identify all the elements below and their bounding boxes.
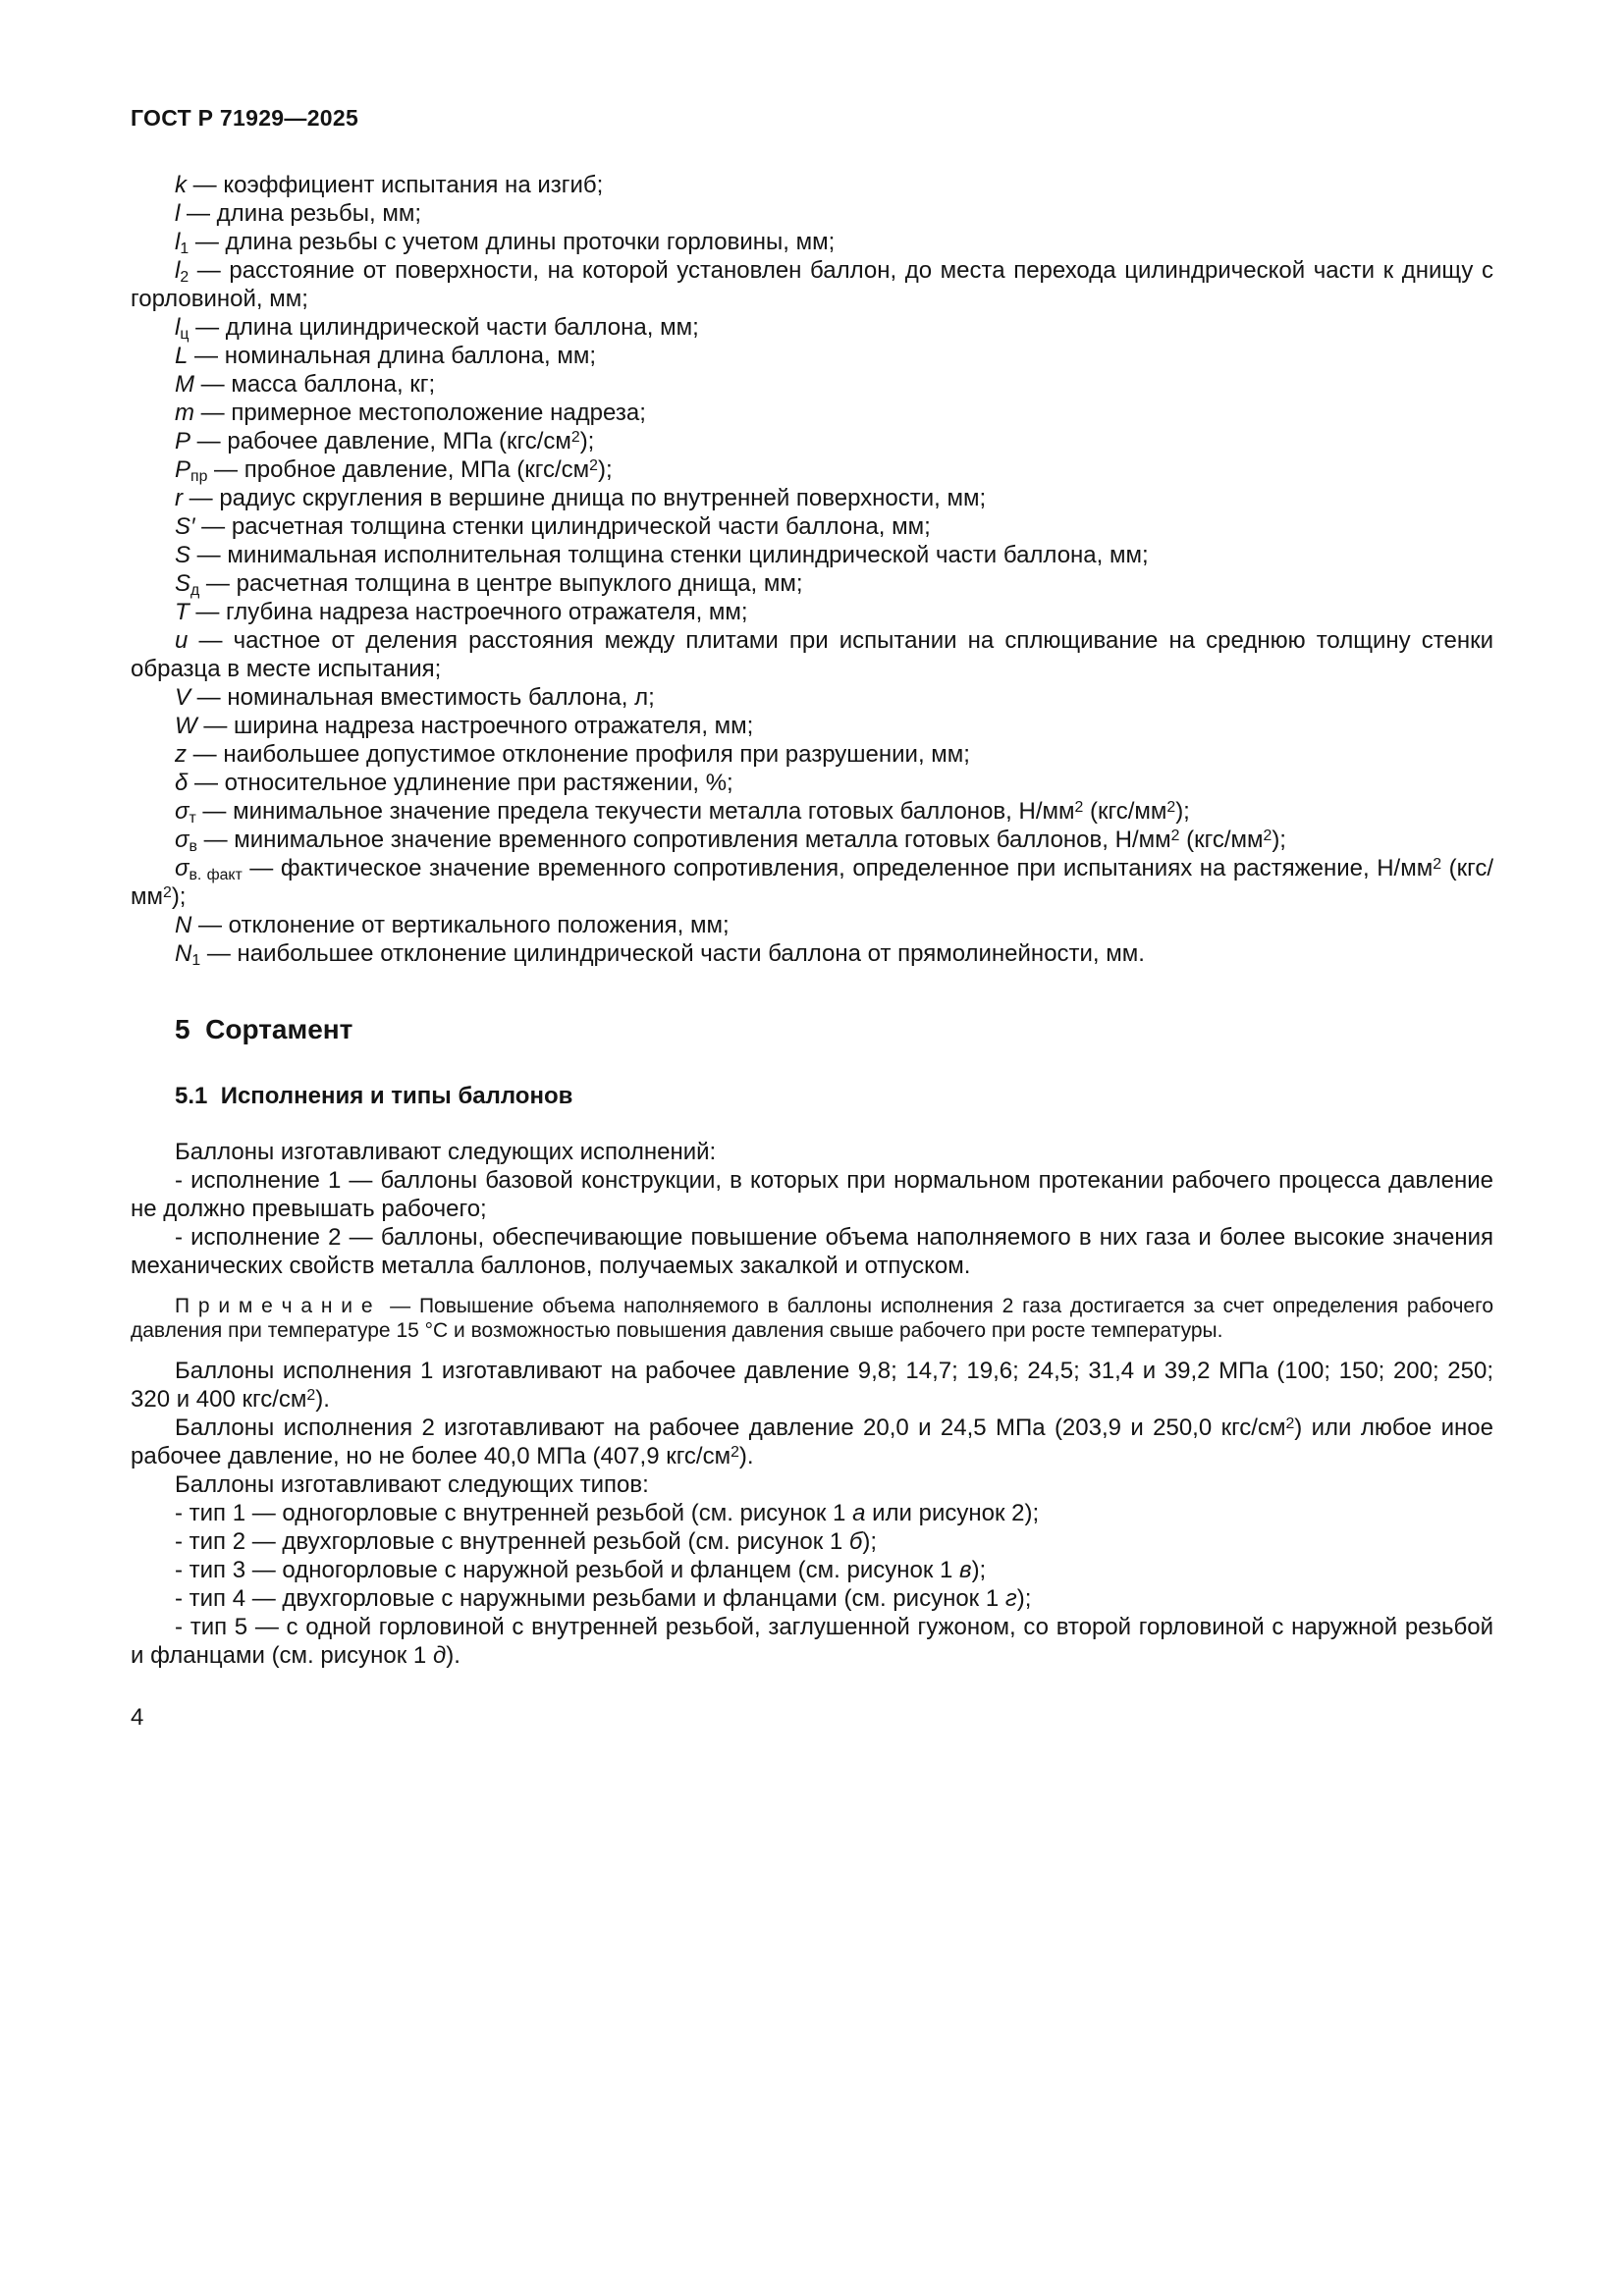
text-run: — отклонение от вертикального положения, мм; [191, 912, 730, 938]
subscript: ц [180, 326, 189, 344]
text-run: — рабочее давление, МПа (кгс/см [190, 428, 571, 454]
symbol-italic: l [175, 229, 181, 255]
text-run: — расчетная толщина стенки цилиндрической части баллона, мм; [194, 513, 931, 540]
text-run: П р и м е ч а н и е — Повышение объема наполняемого в баллоны исполнения 2 газа достигается за счет определения рабочего давления при температуре 15 °С и возможностью повышения давления свыше рабочего при росте температуры. [131, 1295, 1493, 1342]
text-run: - тип 1 — одногорловые с внутренней резьбой (см. рисунок 1 [175, 1500, 853, 1526]
symbol-italic: L [175, 343, 189, 369]
body-paragraph [131, 1357, 1493, 1414]
text-run: - тип 4 — двухгорловые с наружными резьбами и фланцами (см. рисунок 1 [175, 1585, 1005, 1612]
symbol-italic: σ [175, 798, 189, 825]
definition-item [131, 626, 1493, 683]
definition-item [131, 541, 1493, 569]
symbol-italic: S [175, 542, 191, 568]
text-run: ). [315, 1386, 330, 1413]
definition-item [131, 370, 1493, 399]
superscript: 2 [163, 884, 172, 902]
definition-item [131, 939, 1493, 968]
subscript: в [189, 838, 197, 856]
symbol-italic: δ [175, 770, 189, 796]
text-run: Баллоны исполнения 2 изготавливают на рабочее давление 20,0 и 24,5 МПа (203,9 и 250,0 кгс/см [175, 1415, 1286, 1441]
symbol-italic: z [175, 741, 187, 768]
body-paragraph [131, 1414, 1493, 1470]
definition-item [131, 826, 1493, 854]
symbol-italic: S [175, 570, 191, 597]
text-run: — номинальная вместимость баллона, л; [190, 684, 655, 711]
text-run: — минимальное значение предела текучести металла готовых баллонов, Н/мм [195, 798, 1075, 825]
text-run: ); [1016, 1585, 1032, 1612]
symbol-italic: N [175, 940, 192, 967]
text-run: — относительное удлинение при растяжении, %; [188, 770, 733, 796]
text-run: - тип 3 — одногорловые с наружной резьбой и фланцем (см. рисунок 1 [175, 1557, 960, 1583]
definition-item [131, 313, 1493, 342]
text-run: - тип 2 — двухгорловые с внутренней резьбой (см. рисунок 1 [175, 1528, 849, 1555]
subscript: 2 [180, 269, 189, 287]
text-run: ); [171, 883, 187, 910]
text-run: Баллоны изготавливают следующих типов: [175, 1471, 649, 1498]
text-run: (кгс/мм [1179, 827, 1264, 853]
text-run: Баллоны изготавливают следующих исполнений: [175, 1139, 717, 1165]
superscript: 2 [1166, 799, 1176, 817]
definition-item [131, 256, 1493, 313]
symbol-italic: u [175, 627, 189, 654]
text-run: — минимальная исполнительная толщина стенки цилиндрической части баллона, мм; [190, 542, 1149, 568]
definition-item [131, 769, 1493, 797]
text-run: — масса баллона, кг; [194, 371, 436, 398]
subscript: д [190, 582, 200, 600]
text-run: — длина резьбы, мм; [180, 200, 422, 227]
symbol-italic: N [175, 912, 192, 938]
subscript: 1 [180, 240, 189, 258]
body-paragraph [131, 1556, 1493, 1584]
text-run: - исполнение 1 — баллоны базовой конструкции, в которых при нормальном протекании рабочего процесса давление не должно превышать рабочего; [131, 1167, 1493, 1222]
definition-item [131, 598, 1493, 626]
text-run: — расстояние от поверхности, на которой установлен баллон, до места перехода цилиндрической части к днищу с горловиной, мм; [131, 257, 1493, 312]
text-run: ). [738, 1443, 754, 1469]
definition-item [131, 455, 1493, 484]
text-run: — частное от деления расстояния между плитами при испытании на сплющивание на среднюю толщину стенки образца в месте испытания; [131, 627, 1493, 682]
subscript: 1 [191, 952, 201, 970]
text-run: — примерное местоположение надреза; [194, 400, 646, 426]
text-run: ) или любое иное рабочее давление, но не более 40,0 МПа (407,9 кгс/см [131, 1415, 1493, 1469]
note-paragraph [131, 1294, 1493, 1343]
text-run: ); [579, 428, 595, 454]
symbol-italic: V [175, 684, 191, 711]
section-5-heading: 5 Сортамент [175, 1014, 353, 1044]
text-run: - тип 5 — с одной горловиной с внутренней резьбой, заглушенной гужоном, со второй горловиной с наружной резьбой и фланцами (см. рисунок 1 [131, 1614, 1493, 1669]
body-paragraph [131, 1138, 1493, 1166]
body-paragraph [131, 1584, 1493, 1613]
symbol-italic: г [1004, 1585, 1017, 1612]
text-run: — минимальное значение временного сопротивления металла готовых баллонов, Н/мм [196, 827, 1171, 853]
symbol-italic: P [175, 456, 191, 483]
symbols-definitions-list [131, 171, 1493, 968]
definition-item [131, 427, 1493, 455]
definition-item [131, 199, 1493, 228]
text-run: - исполнение 2 — баллоны, обеспечивающие повышение объема наполняемого в них газа и более высокие значения механических свойств металла баллонов, получаемых закалкой и отпуском. [131, 1224, 1493, 1279]
superscript: 2 [570, 429, 580, 447]
subscript: в. факт [189, 867, 243, 884]
text-run: ). [446, 1642, 460, 1669]
superscript: 2 [731, 1444, 739, 1462]
symbol-italic: m [175, 400, 194, 426]
text-run: — пробное давление, МПа (кгс/см [207, 456, 590, 483]
symbol-italic: T [175, 599, 189, 625]
superscript: 2 [1433, 856, 1442, 874]
subscript: т [189, 810, 196, 828]
text-run: ); [1272, 827, 1286, 853]
text-run: — длина резьбы с учетом длины проточки горловины, мм; [189, 229, 836, 255]
definition-item [131, 712, 1493, 740]
text-run: — коэффициент испытания на изгиб; [187, 172, 604, 198]
text-run: или рисунок 2); [865, 1500, 1040, 1526]
symbol-italic: r [175, 485, 183, 511]
definition-item [131, 171, 1493, 199]
text-run: — радиус скругления в вершине днища по внутренней поверхности, мм; [183, 485, 987, 511]
definition-item [131, 399, 1493, 427]
page-number: 4 [131, 1704, 144, 1731]
definition-item [131, 911, 1493, 939]
superscript: 2 [1074, 799, 1084, 817]
symbol-italic: P [175, 428, 191, 454]
superscript: 2 [306, 1387, 316, 1405]
symbol-italic: M [175, 371, 194, 398]
symbol-italic: l [175, 200, 181, 227]
text-run: ); [597, 456, 613, 483]
definition-item [131, 484, 1493, 512]
section-5-1-heading: 5.1 Исполнения и типы баллонов [175, 1083, 573, 1109]
body-paragraph [131, 1613, 1493, 1670]
text-run: — длина цилиндрической части баллона, мм; [189, 314, 699, 341]
superscript: 2 [589, 457, 598, 475]
symbol-italic: W [175, 713, 197, 739]
text-run: — ширина надреза настроечного отражателя, мм; [196, 713, 754, 739]
symbol-italic: б [848, 1528, 863, 1555]
subscript: пр [190, 468, 208, 486]
symbol-italic: а [852, 1500, 866, 1526]
superscript: 2 [1285, 1415, 1295, 1433]
section-5-1-content [131, 1138, 1493, 1670]
superscript: 2 [1170, 828, 1180, 845]
document-designation: ГОСТ Р 71929—2025 [131, 105, 359, 131]
text-run: — расчетная толщина в центре выпуклого днища, мм; [199, 570, 803, 597]
body-paragraph [131, 1527, 1493, 1556]
definition-item [131, 512, 1493, 541]
symbol-italic: l [175, 257, 181, 284]
definition-item [131, 683, 1493, 712]
text-run: ); [971, 1557, 987, 1583]
text-run: ); [862, 1528, 878, 1555]
text-run: ); [1175, 798, 1190, 825]
definition-item [131, 854, 1493, 911]
text-run: — наибольшее допустимое отклонение профиля при разрушении, мм; [187, 741, 970, 768]
symbol-italic: σ [175, 827, 189, 853]
definition-item [131, 228, 1493, 256]
definition-item [131, 342, 1493, 370]
symbol-italic: S′ [175, 513, 195, 540]
definition-item [131, 569, 1493, 598]
symbol-italic: в [959, 1557, 972, 1583]
body-paragraph [131, 1470, 1493, 1499]
text-run: (кгс/мм [1083, 798, 1167, 825]
symbol-italic: k [175, 172, 187, 198]
text-run: — номинальная длина баллона, мм; [188, 343, 597, 369]
text-run: Баллоны исполнения 1 изготавливают на рабочее давление 9,8; 14,7; 19,6; 24,5; 31,4 и 39,2 МПа (100; 150; 200; 250; 320 и 400 кгс/см [131, 1358, 1493, 1413]
text-run: — глубина надреза настроечного отражателя, мм; [189, 599, 748, 625]
body-paragraph [131, 1223, 1493, 1280]
body-paragraph [131, 1499, 1493, 1527]
symbol-italic: σ [175, 855, 189, 881]
text-run: (кгс/мм [131, 855, 1493, 910]
symbol-italic: l [175, 314, 181, 341]
text-run: — наибольшее отклонение цилиндрической части баллона от прямолинейности, мм. [200, 940, 1145, 967]
symbol-italic: д [432, 1642, 447, 1669]
body-paragraph [131, 1166, 1493, 1223]
superscript: 2 [1263, 828, 1272, 845]
text-run: — фактическое значение временного сопротивления, определенное при испытаниях на растяжение, Н/мм [242, 855, 1434, 881]
definition-item [131, 740, 1493, 769]
definition-item [131, 797, 1493, 826]
